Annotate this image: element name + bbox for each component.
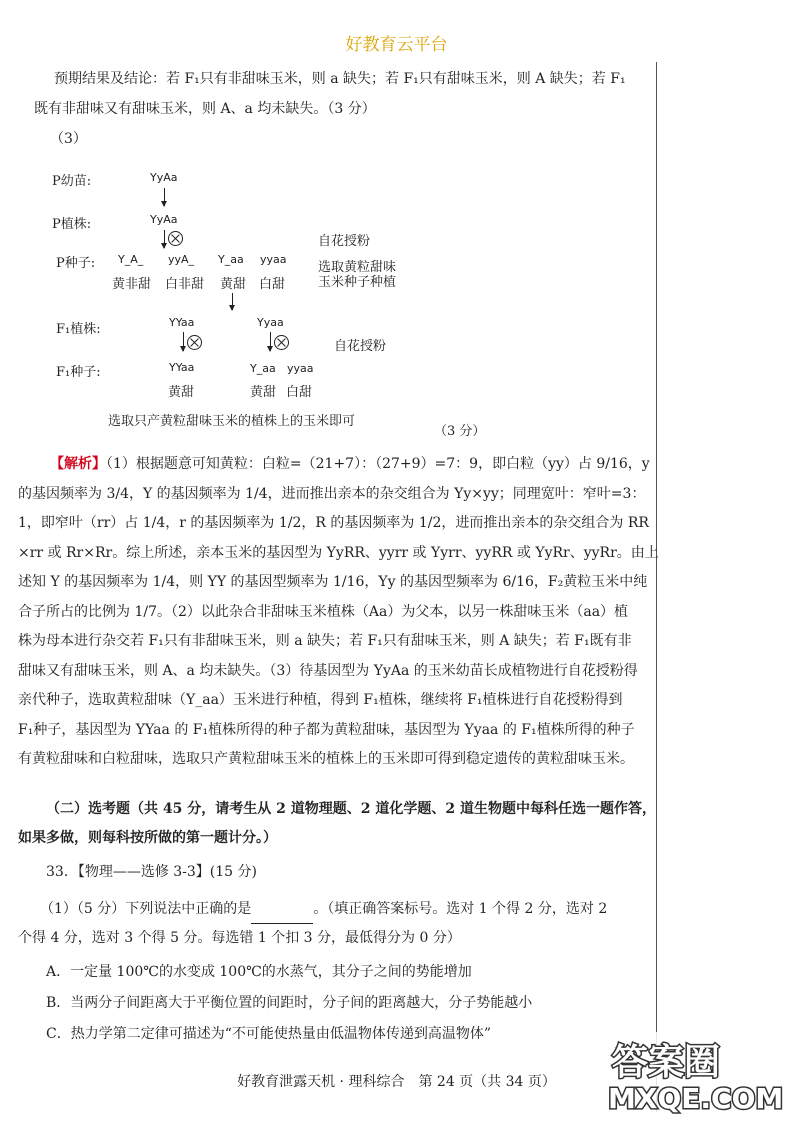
self-pollination-label: 自花授粉 [318, 234, 371, 249]
option-b: B．当两分子间距离大于平衡位置的间距时，分子间的距离越大，分子势能越小 [46, 995, 533, 1011]
selection-note: 选取黄粒甜味 [318, 260, 397, 275]
down-arrow-icon [183, 332, 184, 351]
analysis-line: 株为母本进行杂交若 F₁只有非甜味玉米，则 a 缺失；若 F₁只有甜味玉米，则 A 缺失；若 F₁既有非 [18, 633, 632, 649]
p-phenotype: 黄甜 [220, 277, 247, 292]
analysis-tag: 【解析】 [50, 456, 106, 472]
question-33-1: （1）（5 分）下列说法中正确的是 。（填正确答案标号。选对 1 个得 2 分，选对 2 个得 4 分，选对 3 个得 5 分。每选错 1 个扣 3 分，最低得分为 0 分） [18, 901, 608, 946]
diagram-conclusion: 选取只产黄粒甜味玉米的植株上的玉米即可 [108, 414, 356, 429]
f1-seed-label: F₁种子: [56, 365, 101, 380]
f1-seed-genotype: Y_aa [250, 362, 276, 375]
analysis-line: 【解析】（1）根据题意可知黄粒：白粒=（21+7）：（27+9）=7：9，即白粒（yy）占 9/16，y [50, 456, 650, 472]
p-seedling-label: P幼苗: [52, 174, 92, 189]
p-phenotype: 白甜 [259, 277, 286, 292]
analysis-line: 1，即窄叶（rr）占 1/4，r 的基因频率为 1/2，R 的基因频率为 1/2，进而推出亲本的杂交组合为 RR [18, 515, 649, 531]
f1-phenotype: 黄甜 [168, 385, 195, 400]
p-plant-label: P植株: [52, 217, 92, 232]
watermark-badge-icon [590, 1030, 788, 1114]
analysis-line: 有黄粒甜味和白粒甜味，选取只产黄粒甜味玉米的植株上的玉米即可得到稳定遗传的黄粒甜味玉米。 [18, 751, 634, 767]
down-arrow-icon [232, 293, 233, 310]
part3-label: （3） [50, 131, 87, 147]
option-a: A．一定量 100℃的水变成 100℃的水蒸气，其分子之间的势能增加 [46, 964, 472, 980]
analysis-line: F₁种子，基因型为 YYaa 的 F₁植株所得的种子都为黄粒甜味，基因型为 Yyaa 的 F₁植株所得的种子 [18, 721, 635, 738]
f1-seed-genotype: YYaa [169, 361, 195, 374]
diagram-score: （3 分） [434, 424, 486, 439]
f1-plant-genotype: Yyaa [257, 316, 284, 329]
down-arrow-icon [164, 230, 165, 248]
prediction-line-2: 既有非甜味又有甜味玉米，则 A、a 均未缺失。（3 分） [34, 101, 376, 117]
analysis-block [0, 450, 659, 775]
section-heading-line: （二）选考题（共 45 分，请考生从 2 道物理题、2 道化学题、2 道生物题中每科任选一题作答， [46, 801, 656, 817]
p-seed-label: P种子: [56, 256, 96, 271]
page-header: 好教育云平台 [345, 35, 448, 55]
self-cross-icon [168, 231, 183, 246]
question-33-title: 33．【物理——选修 3-3】(15 分) [46, 864, 257, 880]
options-list [46, 957, 532, 1050]
watermark-logo [590, 1030, 788, 1114]
analysis-line: 甜味又有甜味玉米，则 A、a 均未缺失。（3）待基因型为 YyAa 的玉米幼苗长成植物进行自花授粉得 [18, 662, 638, 679]
f1-plant-genotype: YYaa [169, 316, 195, 329]
self-cross-icon [274, 335, 289, 350]
p-phenotype: 白非甜 [165, 277, 205, 292]
analysis-line: 的基因频率为 3/4，Y 的基因频率为 1/4，进而推出亲本的杂交组合为 Yy×yy；同理宽叶：窄叶=3： [18, 485, 646, 502]
f1-seed-genotype: yyaa [287, 362, 314, 375]
margin-rule [656, 62, 657, 1112]
selection-note: 玉米种子种植 [318, 275, 397, 290]
p-phenotype: 黄非甜 [112, 277, 152, 292]
answer-blank[interactable] [251, 909, 313, 924]
prediction-block [34, 64, 654, 124]
f1-phenotype: 黄甜 [250, 385, 277, 400]
p-seed-genotype: Y_aa [218, 253, 244, 266]
option-c: C．热力学第二定律可描述为“不可能使热量由低温物体传递到高温物体” [46, 1026, 492, 1042]
analysis-line: ×rr 或 Rr×Rr。综上所述，亲本玉米的基因型为 YyRR、yyrr 或 Yyrr、yyRR 或 YyRr、yyRr。由上 [18, 544, 659, 561]
analysis-line: 合子所占的比例为 1/7。（2）以此杂合非甜味玉米植株（Aa）为父本，以另一株甜味玉米（aa）植 [18, 603, 629, 620]
f1-phenotype: 白甜 [286, 385, 313, 400]
down-arrow-icon [164, 188, 165, 206]
svg-text:MXQE.COM: MXQE.COM [608, 1082, 784, 1114]
analysis-line: 述知 Y 的基因频率为 1/4，则 YY 的基因型频率为 1/16，Yy 的基因型频率为 6/16，F₂黄粒玉米中纯 [18, 574, 648, 590]
section-heading [0, 795, 656, 853]
svg-text:答案圈: 答案圈 [612, 1042, 721, 1083]
prediction-line-1: 预期结果及结论：若 F₁只有非甜味玉米，则 a 缺失；若 F₁只有甜味玉米，则 A 缺失；若 F₁ [54, 71, 626, 87]
p-seed-genotype: yyA_ [168, 253, 195, 266]
analysis-line: 亲代种子，选取黄粒甜味（Y_aa）玉米进行种植，得到 F₁植株，继续将 F₁植株进行自花授粉得到 [18, 692, 623, 708]
self-cross-icon [187, 335, 202, 350]
f1-plant-label: F₁植株: [56, 322, 101, 337]
down-arrow-icon [270, 332, 271, 351]
section-heading-line: 如果多做，则每科按所做的第一题计分。） [18, 830, 277, 846]
self-pollination-label: 自花授粉 [334, 339, 387, 354]
p-seed-genotype: Y_A_ [118, 253, 144, 266]
page-footer: 好教育泄露天机 · 理科综合 第 24 页（共 34 页） [237, 1074, 556, 1090]
p-seed-genotype: yyaa [260, 253, 287, 266]
p-plant-genotype: YyAa [150, 213, 178, 226]
p-seedling-genotype: YyAa [150, 171, 178, 184]
